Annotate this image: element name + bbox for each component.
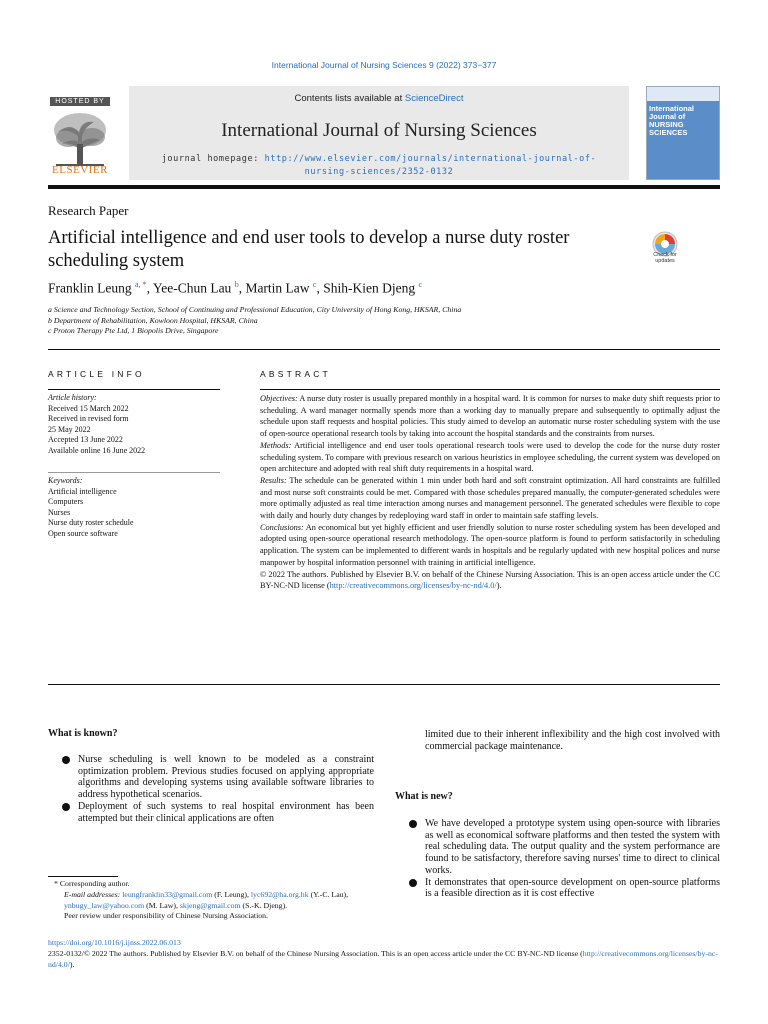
objectives-text: A nurse duty roster is usually prepared monthly in a hospital ward. It is common for nurses to make duty shift requests prior to scheduling. A ward manager normally spends more than a working day to manually prepare and subsequently to optimally adjust the schedule upon staff requests and hospital policies. This study aimed to develop an automatic nurse roster scheduling system with the use of open-source operational research tools by taking into account the hospital standards and the constraints from nurses.: [260, 394, 720, 439]
license-link[interactable]: http://creativecommons.org/licenses/by-nc-nd/4.0/: [329, 581, 497, 591]
keyword: Open source software: [48, 528, 118, 538]
results-label: Results:: [260, 475, 287, 485]
author-list: Franklin Leung $^{a, *}$, Yee-Chun Lau $^b$, Martin Law $^c$, Shih-Kien Djeng $^c$: [48, 280, 423, 296]
homepage-url-line-1[interactable]: http://www.elsevier.com/journals/international-journal-of-: [264, 154, 597, 164]
keywords: [48, 476, 220, 539]
affiliation: a Science and Technology Section, School of Continuing and Professional Education, City University of Hong Kong, HKSAR, China: [48, 305, 462, 314]
what-is-known-heading: What is known?: [48, 728, 118, 739]
conclusions-label: Conclusions:: [260, 522, 304, 532]
journal-reference[interactable]: International Journal of Nursing Sciences 9 (2022) 373−377: [271, 60, 497, 70]
affiliation: c Proton Therapy Pte Ltd, 1 Biopolis Drive, Singapore: [48, 326, 219, 335]
list-item: [395, 818, 720, 877]
results-text: The schedule can be generated within 1 min under both hard and soft constraint optimization. All hard constraints are fulfilled and most nurse soft constraints could be met. Compared with those schedules prepared manually, the computer-generated schedules were more optimally adjusted as real time interaction among nurses and management personnel. The generated schedules were flexible to cope with daily and hourly duty changes by redeploying ward staff in order to maintain safe staffing levels.: [260, 475, 720, 521]
section-rule: [48, 349, 720, 350]
copyright-text: © 2022 The authors. Published by Elsevier B.V. on behalf of the Chinese Nursing Association. This is an open access article under the CC BY-NC-ND license (: [260, 569, 720, 591]
conclusions-text: An economical but yet highly efficient and user friendly solution to nurse roster scheduling system has been developed and adopted using open-source operational research methodology. The open-source platform is found to perform satisfactorily in scheduling application. The system can be implemented to different wards in hospitals and be regularly updated with new hospital polices and nurse manpower by hospital information personnel with training in artificial intelligence.: [260, 522, 720, 567]
journal-title: International Journal of Nursing Sciences: [221, 120, 537, 141]
peer-review-note: Peer review under responsibility of Chinese Nursing Association.: [64, 911, 268, 921]
author-affiliation-marker[interactable]: b: [234, 280, 239, 289]
author-affiliation-marker[interactable]: c: [312, 280, 317, 289]
list-item-text: It demonstrates that open-source development on open-source platforms is a feasible direction as it is cost effective: [425, 876, 720, 900]
journal-homepage: [139, 153, 619, 179]
email-label: E-mail addresses:: [64, 889, 121, 899]
author-affiliation-marker[interactable]: c: [418, 280, 423, 289]
masthead: [48, 86, 720, 186]
issn-copyright: [48, 948, 720, 970]
author-affiliation-marker[interactable]: a, *: [135, 280, 147, 289]
keyword: Nurse duty roster schedule: [48, 518, 134, 527]
what-is-new-heading: What is new?: [395, 791, 453, 802]
abstract-end-rule: [48, 684, 720, 685]
methods-text: Artificial intelligence and end user tools operational research tools were used to develop the code for the nurse duty roster scheduling system. To compare with previous research on various heuristics in employee scheduling, the current system was developed on open architecture and adopted with real shift duty requirements in a hospital ward.: [260, 440, 720, 474]
email-owner: (M. Law),: [146, 900, 178, 910]
article-history: [48, 393, 220, 456]
footnotes: [48, 879, 374, 922]
list-item-text: Nurse scheduling is well known to be modeled as a constraint optimization problem. Previous studies focused on applying appropriate algorithms and developing systems using available software libraries to address hypothetical scenarios.: [78, 754, 374, 801]
cover-title: International Journal of NURSING SCIENCES: [649, 104, 695, 137]
license-end: ).: [69, 960, 75, 969]
hosted-by-label: HOSTED BY: [50, 97, 110, 106]
author-name[interactable]: Martin Law: [245, 280, 310, 296]
email-link[interactable]: skjeng@gmail.com: [179, 900, 241, 910]
keywords-label: Keywords:: [48, 476, 83, 485]
contents-prefix: Contents lists available at: [294, 93, 405, 104]
journal-banner: [129, 86, 629, 180]
list-item-text: Deployment of such systems to real hospital environment has been attempted but their clinical applications are often: [78, 800, 374, 824]
article-info-rule: [48, 389, 220, 390]
keywords-divider: [48, 472, 220, 473]
journal-cover-image[interactable]: [646, 86, 720, 180]
keyword: Artificial intelligence: [48, 486, 117, 496]
objectives-label: Objectives:: [260, 394, 298, 403]
corresponding-note: * Corresponding author.: [54, 879, 130, 888]
crossmark-label: Check for updates: [653, 252, 677, 264]
abstract-conclusions: [260, 522, 720, 569]
history-item: Received 15 March 2022: [48, 403, 129, 413]
copyright-end: ).: [496, 581, 502, 591]
abstract-heading: ABSTRACT: [260, 369, 331, 379]
keyword: Nurses: [48, 507, 71, 517]
sciencedirect-link[interactable]: ScienceDirect: [404, 93, 464, 104]
affiliations: [48, 305, 461, 337]
methods-label: Methods:: [260, 440, 292, 450]
known-continuation: [395, 729, 720, 752]
history-label: Article history:: [48, 393, 97, 402]
abstract-rule: [260, 389, 720, 390]
history-item: Received in revised form: [48, 414, 129, 423]
known-list: [48, 754, 374, 824]
abstract-body: [260, 393, 720, 592]
email-owner: (S.-K. Djeng).: [242, 900, 288, 910]
bullet-icon: [409, 879, 417, 887]
bullet-icon: [409, 820, 417, 828]
email-link[interactable]: leungfranklin33@gmail.com: [122, 889, 213, 899]
history-item: Accepted 13 June 2022: [48, 435, 123, 444]
known-continuation-text: limited due to their inherent inflexibility and the high cost involved with commercial package maintenance.: [425, 729, 720, 752]
article-info-heading: ARTICLE INFO: [48, 369, 145, 379]
abstract-objectives: [260, 393, 720, 440]
new-list: [395, 818, 720, 900]
homepage-url-line-2[interactable]: nursing-sciences/2352-0132: [304, 167, 454, 177]
elsevier-wordmark: ELSEVIER: [52, 164, 108, 176]
email-line: [48, 890, 374, 912]
affiliation: b Department of Rehabilitation, Kowloon Hospital, HKSAR, China: [48, 315, 258, 325]
footnote-rule: [48, 876, 118, 877]
abstract-methods: [260, 440, 720, 475]
homepage-label: journal homepage:: [161, 154, 265, 164]
email-owner: (F. Leung),: [214, 889, 249, 899]
cover-header-band: [647, 87, 719, 101]
abstract-copyright: [260, 569, 720, 592]
abstract-results: [260, 475, 720, 522]
article-title: Artificial intelligence and end user tools to develop a nurse duty roster scheduling system: [48, 228, 570, 271]
what-is-known-box: [48, 728, 374, 824]
license-link[interactable]: http://creativecommons.org/licenses/by-nc-nd/4.0/: [48, 949, 718, 969]
author-name[interactable]: Yee-Chun Lau: [152, 280, 232, 296]
doi-link[interactable]: https://doi.org/10.1016/j.ijnss.2022.06.013: [48, 938, 181, 947]
list-item: [395, 877, 720, 900]
page-footer: [48, 937, 720, 970]
contents-line: [129, 93, 629, 104]
list-item-text: We have developed a prototype system using open-source with libraries as well as economical software platforms and then tested the system with real scheduling data. The output quality and the system performance are found to be satisfactory, therefore saving nurses' time to direct to clinical works.: [425, 818, 720, 876]
history-item: Available online 16 June 2022: [48, 445, 146, 455]
bullet-icon: [62, 756, 70, 764]
list-item: [48, 754, 374, 801]
author-name[interactable]: Franklin Leung: [48, 280, 132, 296]
bullet-icon: [62, 803, 70, 811]
keyword: Computers: [48, 497, 84, 506]
author-name[interactable]: Shih-Kien Djeng: [323, 280, 416, 296]
email-owner: (Y.-C. Lau),: [310, 889, 349, 899]
article-type: Research Paper: [48, 203, 129, 218]
history-item: 25 May 2022: [48, 424, 91, 434]
masthead-rule: [48, 185, 720, 189]
issn-text: 2352-0132/© 2022 The authors. Published by Elsevier B.V. on behalf of the Chinese Nursing Association. This is an open access article under the CC BY-NC-ND license (: [48, 949, 583, 958]
list-item: [48, 801, 374, 824]
email-link[interactable]: ynbugy_law@yahoo.com: [64, 900, 145, 910]
what-is-new-box: [395, 791, 720, 900]
email-link[interactable]: lyc692@ha.org.hk: [250, 889, 309, 899]
